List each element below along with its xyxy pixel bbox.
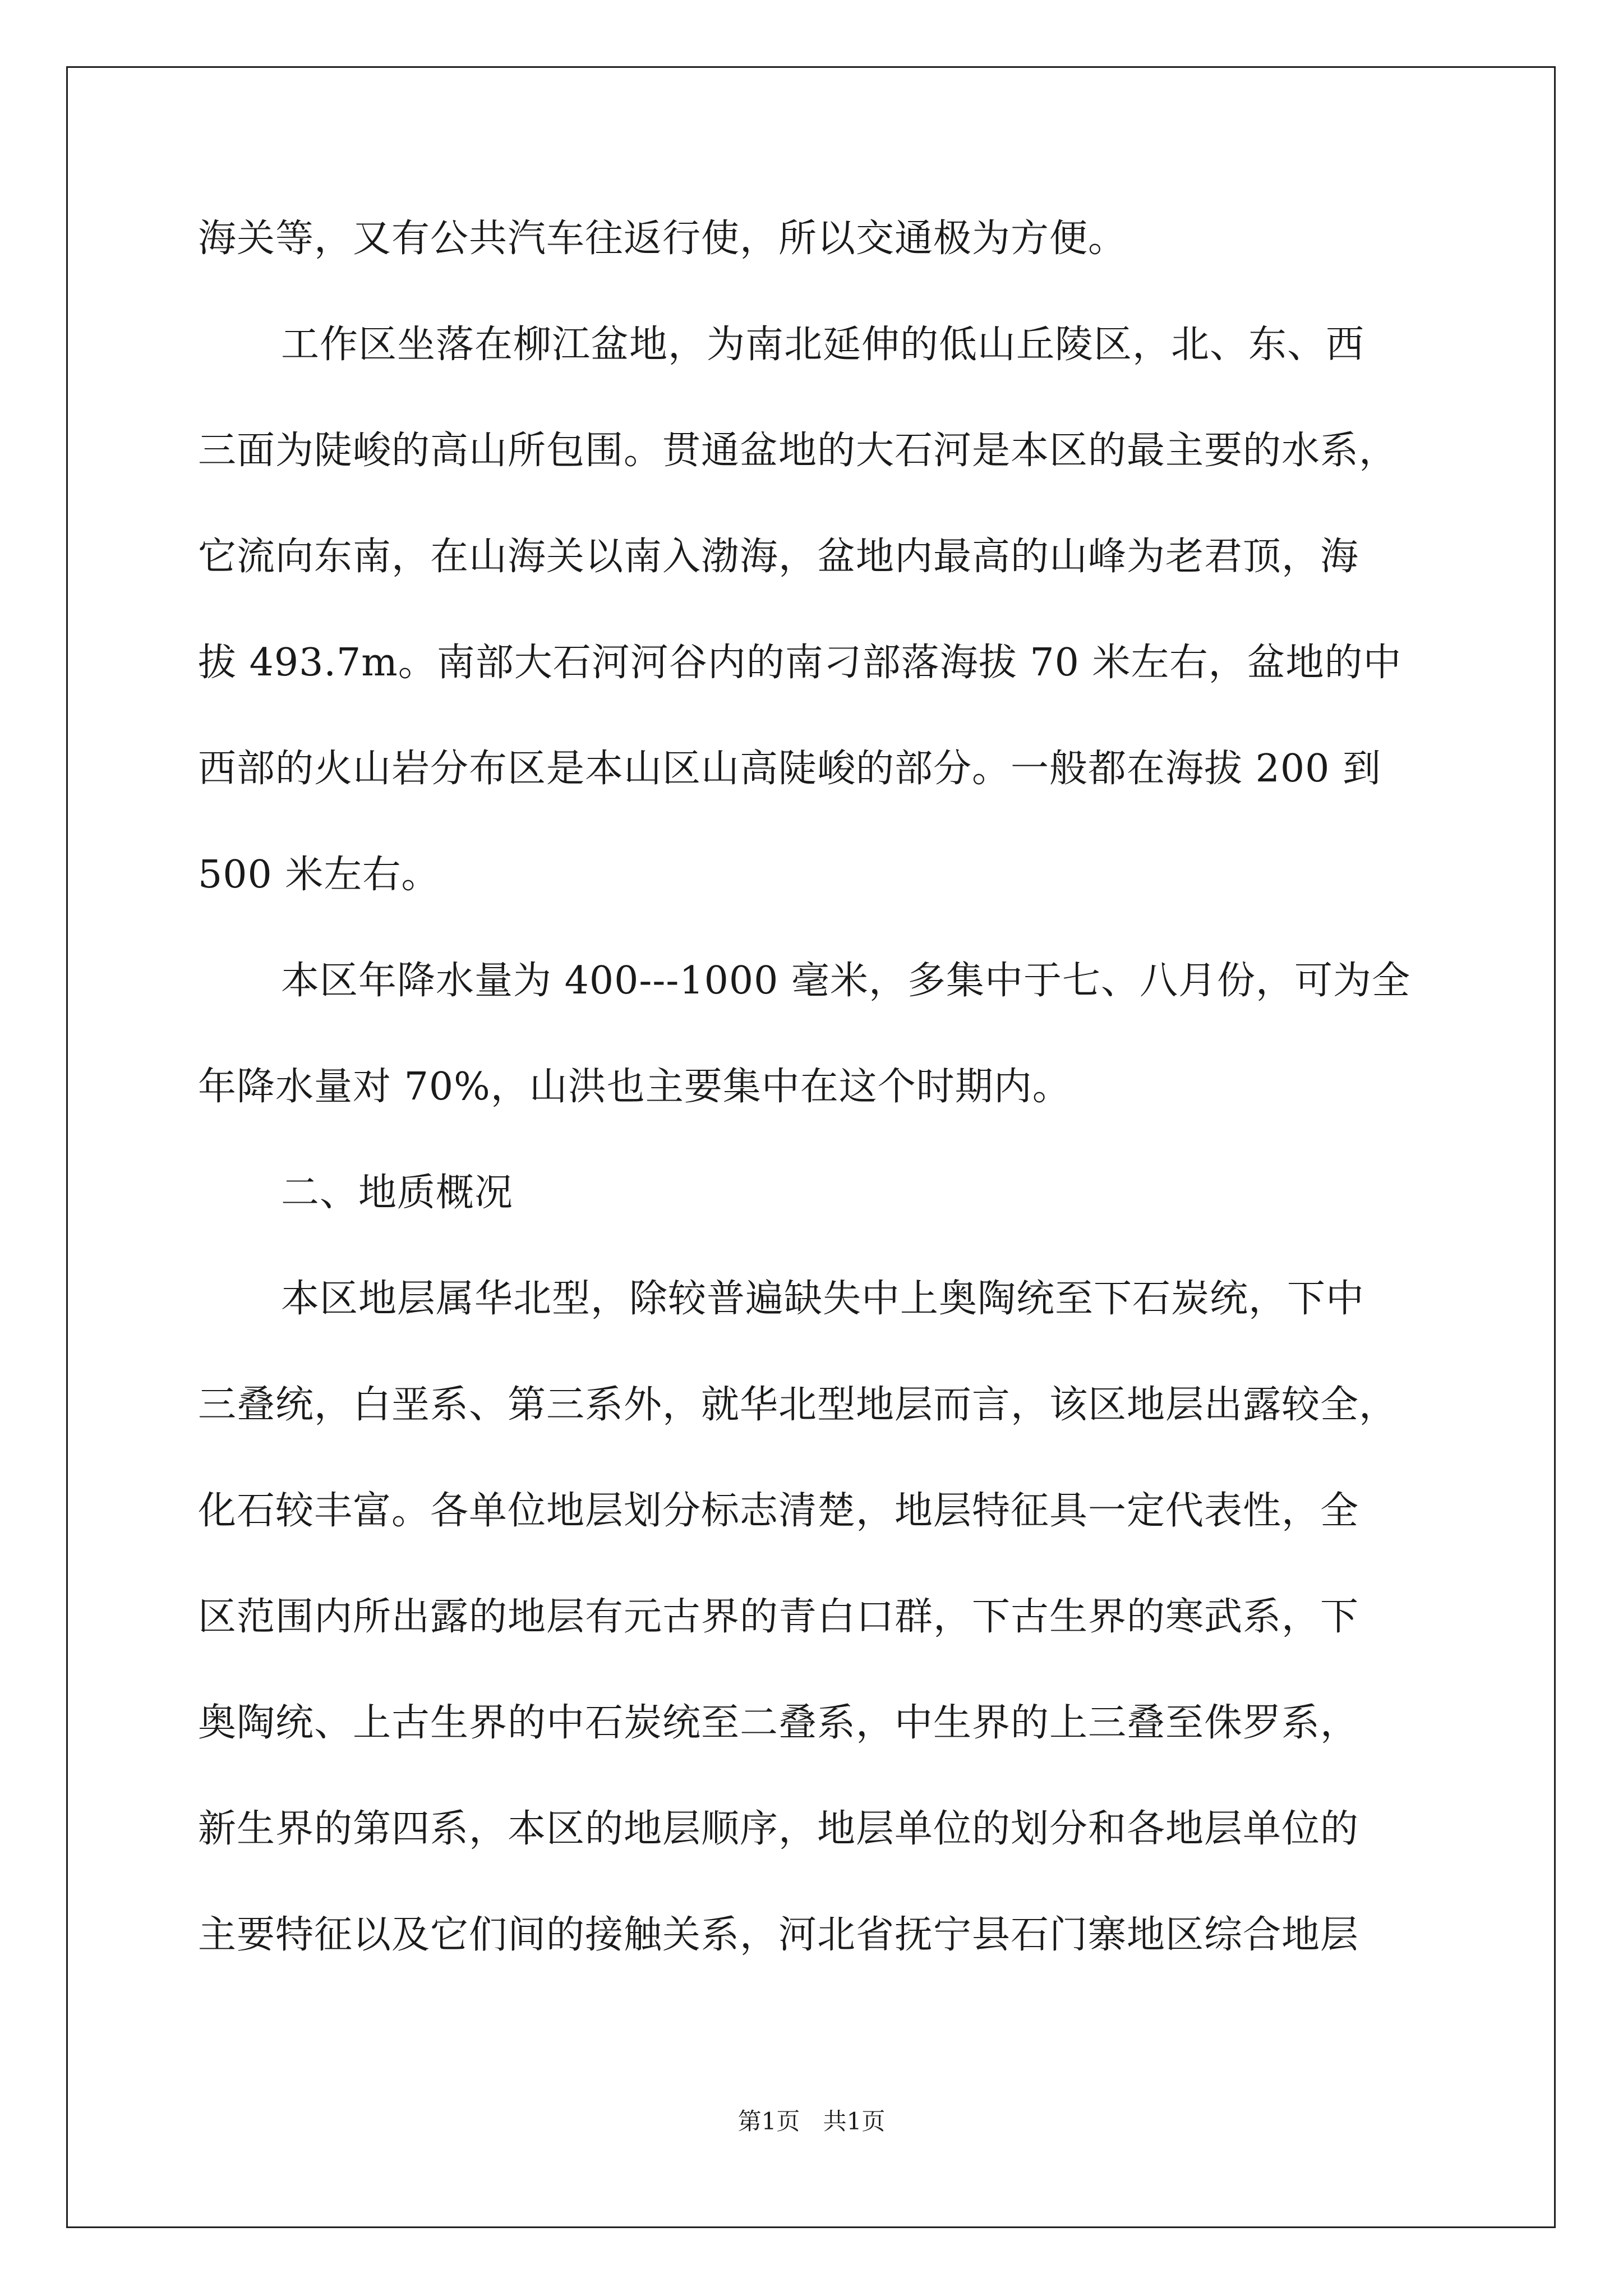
text-line: 主要特征以及它们间的接触关系，河北省抚宁县石门寨地区综合地层 [198, 1913, 1359, 1957]
text-line: 年降水量对 70%，山洪也主要集中在这个时期内。 [198, 1065, 1071, 1109]
text-line: 区范围内所出露的地层有元古界的青白口群，下古生界的寒武系，下 [198, 1595, 1359, 1639]
text-line: 本区年降水量为 400---1000 毫米，多集中于七、八月份，可为全 [281, 959, 1411, 1003]
section-heading: 二、地质概况 [281, 1171, 514, 1215]
text-line: 三叠统，白垩系、第三系外，就华北型地层而言，该区地层出露较全， [198, 1383, 1398, 1427]
text-line: 三面为陡峻的高山所包围。贯通盆地的大石河是本区的最主要的水系， [198, 429, 1398, 473]
text-line: 工作区坐落在柳江盆地，为南北延伸的低山丘陵区，北、东、西 [281, 323, 1365, 367]
text-line: 本区地层属华北型，除较普遍缺失中上奥陶统至下石炭统，下中 [281, 1277, 1365, 1321]
text-line: 500 米左右。 [198, 853, 440, 897]
text-line: 化石较丰富。各单位地层划分标志清楚，地层特征具一定代表性，全 [198, 1489, 1359, 1533]
text-line: 新生界的第四系，本区的地层顺序，地层单位的划分和各地层单位的 [198, 1807, 1359, 1851]
text-line: 西部的火山岩分布区是本山区山高陡峻的部分。一般都在海拔 200 到 [198, 747, 1382, 791]
text-line: 拔 493.7m。南部大石河河谷内的南刁部落海拔 70 米左右，盆地的中 [198, 641, 1402, 685]
page-footer: 第1页 共1页 [737, 2108, 886, 2135]
text-line: 奥陶统、上古生界的中石炭统至二叠系，中生界的上三叠至侏罗系， [198, 1701, 1359, 1745]
document-body [198, 212, 1433, 2014]
text-line: 海关等，又有公共汽车往返行使，所以交通极为方便。 [198, 217, 1127, 261]
text-line: 它流向东南，在山海关以南入渤海，盆地内最高的山峰为老君顶，海 [198, 535, 1359, 579]
